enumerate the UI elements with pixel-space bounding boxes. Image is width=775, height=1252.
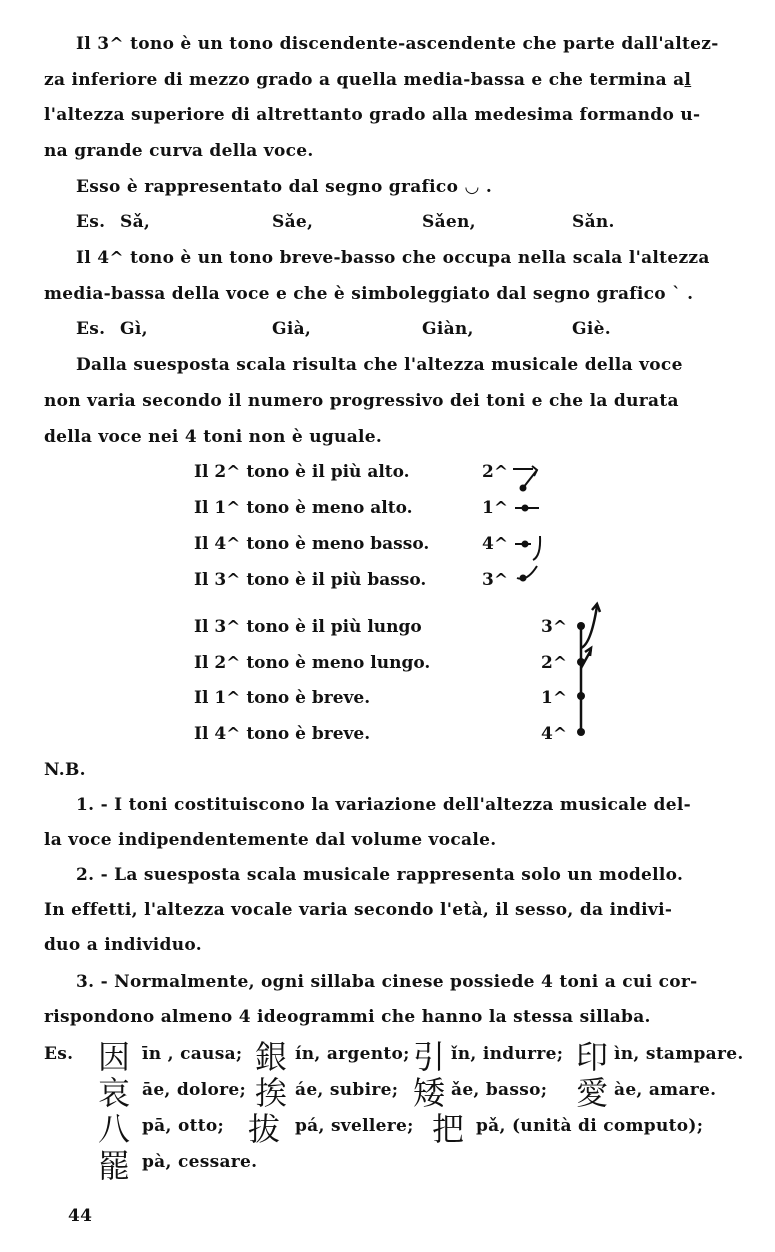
nb-title: N.B. xyxy=(44,760,86,780)
hanzi-gloss: ǎe, basso; xyxy=(451,1080,548,1100)
sign3-end: . xyxy=(485,177,493,197)
length-row-text: Il 2^ tono è meno lungo. xyxy=(194,653,431,673)
ex4-label: Es. xyxy=(76,319,106,339)
ex4-item: Già, xyxy=(272,319,312,339)
summary-line2: non varia secondo il numero progressivo dei toni e che la durata xyxy=(44,391,679,411)
tone1-dot xyxy=(577,692,585,700)
pitch-row-tone: 4^ xyxy=(482,534,509,554)
para3-line2-text: za inferiore di mezzo grado a quella media-bassa e che termina a xyxy=(44,70,685,90)
hanzi-gloss: pá, svellere; xyxy=(295,1116,414,1136)
length-row-text: Il 3^ tono è il più lungo xyxy=(194,617,422,637)
page-number: 44 xyxy=(68,1206,93,1226)
tone2-dot xyxy=(577,658,585,666)
ex4-item: Giàn, xyxy=(422,319,474,339)
hanzi-glyph: 矮 xyxy=(413,1074,446,1112)
pitch-row-text: Il 2^ tono è il più alto. xyxy=(194,462,410,482)
para4-line1: Il 4^ tono è un tono breve-basso che occupa nella scala l'altezza xyxy=(76,248,710,268)
hanzi-glyph: 愛 xyxy=(576,1074,609,1112)
length-row-text: Il 1^ tono è breve. xyxy=(194,688,371,708)
para3-line4: na grande curva della voce. xyxy=(44,141,314,161)
nb2-line1: 2. - La suesposta scala musicale rappresenta solo un modello. xyxy=(76,865,684,885)
hanzi-gloss: pà, cessare. xyxy=(142,1152,258,1172)
ex3-item: Sǎ, xyxy=(120,212,151,232)
pitch-row-tone: 3^ xyxy=(482,570,509,590)
chars-label: Es. xyxy=(44,1044,74,1064)
pitch-row-text: Il 3^ tono è il più basso. xyxy=(194,570,427,590)
hanzi-glyph: 銀 xyxy=(255,1038,288,1076)
hanzi-gloss: ìn, stampare. xyxy=(614,1044,744,1064)
summary-line1: Dalla suesposta scala risulta che l'altezza musicale della voce xyxy=(76,355,683,375)
pitch-row-text: Il 1^ tono è meno alto. xyxy=(194,498,413,518)
pitch-row-tone: 2^ xyxy=(482,462,509,482)
ex3-label: Es. xyxy=(76,212,106,232)
hanzi-gloss: ǐn, indurre; xyxy=(451,1044,564,1064)
length-row-tone: 2^ xyxy=(541,653,568,673)
hanzi-gloss: ín, argento; xyxy=(295,1044,410,1064)
pitch-contour-diagram xyxy=(505,460,555,595)
length-row-tone: 1^ xyxy=(541,688,568,708)
hanzi-glyph: 哀 xyxy=(98,1074,131,1112)
hanzi-gloss: áe, subire; xyxy=(295,1080,399,1100)
length-row-text: Il 4^ tono è breve. xyxy=(194,724,371,744)
nb3-line2: rispondono almeno 4 ideogrammi che hanno la stessa sillaba. xyxy=(44,1007,651,1027)
ex4-item: Giè. xyxy=(572,319,611,339)
pitch-row-tone: 1^ xyxy=(482,498,509,518)
ex4-item: Gì, xyxy=(120,319,148,339)
tone3-dot xyxy=(520,575,527,582)
pitch-row-text: Il 4^ tono è meno basso. xyxy=(194,534,430,554)
hanzi-gloss: pǎ, (unità di computo); xyxy=(476,1116,704,1136)
nb3-line1: 3. - Normalmente, ogni sillaba cinese possiede 4 toni a cui cor- xyxy=(76,972,698,992)
hanzi-gloss: īn , causa; xyxy=(142,1044,243,1064)
nb2-line2: In effetti, l'altezza vocale varia secondo l'età, il sesso, da indivi- xyxy=(44,900,673,920)
tone1-dot xyxy=(522,505,529,512)
hanzi-glyph: 印 xyxy=(576,1038,609,1076)
hanzi-gloss: āe, dolore; xyxy=(142,1080,247,1100)
breve-sign-glyph: ◡ xyxy=(464,177,480,197)
tone4-dot xyxy=(522,541,529,548)
summary-line3: della voce nei 4 toni non è uguale. xyxy=(44,427,383,447)
hanzi-glyph: 把 xyxy=(432,1110,465,1148)
hanzi-gloss: pā, otto; xyxy=(142,1116,225,1136)
hanzi-gloss: àe, amare. xyxy=(614,1080,717,1100)
hanzi-glyph: 挨 xyxy=(255,1074,288,1112)
hanzi-glyph: 拔 xyxy=(248,1110,281,1148)
length-duration-diagram xyxy=(565,598,615,743)
nb1-line1: 1. - I toni costituiscono la variazione dell'altezza musicale del- xyxy=(76,795,691,815)
ex3-item: Sǎen, xyxy=(422,212,476,232)
sign3-text: Esso è rappresentato dal segno grafico xyxy=(76,177,459,197)
hanzi-glyph: 引 xyxy=(413,1038,446,1076)
tone2-dot xyxy=(520,485,527,492)
ex3-item: Sǎn. xyxy=(572,212,615,232)
sign3-line xyxy=(76,177,492,197)
nb1-line2: la voce indipendentemente dal volume vocale. xyxy=(44,830,497,850)
tone3-dot xyxy=(577,622,585,630)
para3-line2-underlined: l xyxy=(684,70,692,90)
tone4-falling-stroke xyxy=(533,536,540,560)
nb2-line3: duo a individuo. xyxy=(44,935,202,955)
hanzi-glyph: 八 xyxy=(98,1110,131,1148)
para3-line3: l'altezza superiore di altrettanto grado alla medesima formando u- xyxy=(44,105,701,125)
hanzi-glyph: 因 xyxy=(98,1038,131,1076)
hanzi-glyph: 罷 xyxy=(98,1147,131,1185)
para3-line2 xyxy=(44,70,691,90)
para4-line2: media-bassa della voce e che è simboleggiato dal segno grafico ` . xyxy=(44,284,694,304)
length-row-tone: 3^ xyxy=(541,617,568,637)
para3-line1: Il 3^ tono è un tono discendente-ascendente che parte dall'altez- xyxy=(76,34,719,54)
length-row-tone: 4^ xyxy=(541,724,568,744)
ex3-item: Sǎe, xyxy=(272,212,314,232)
tone4-dot xyxy=(577,728,585,736)
